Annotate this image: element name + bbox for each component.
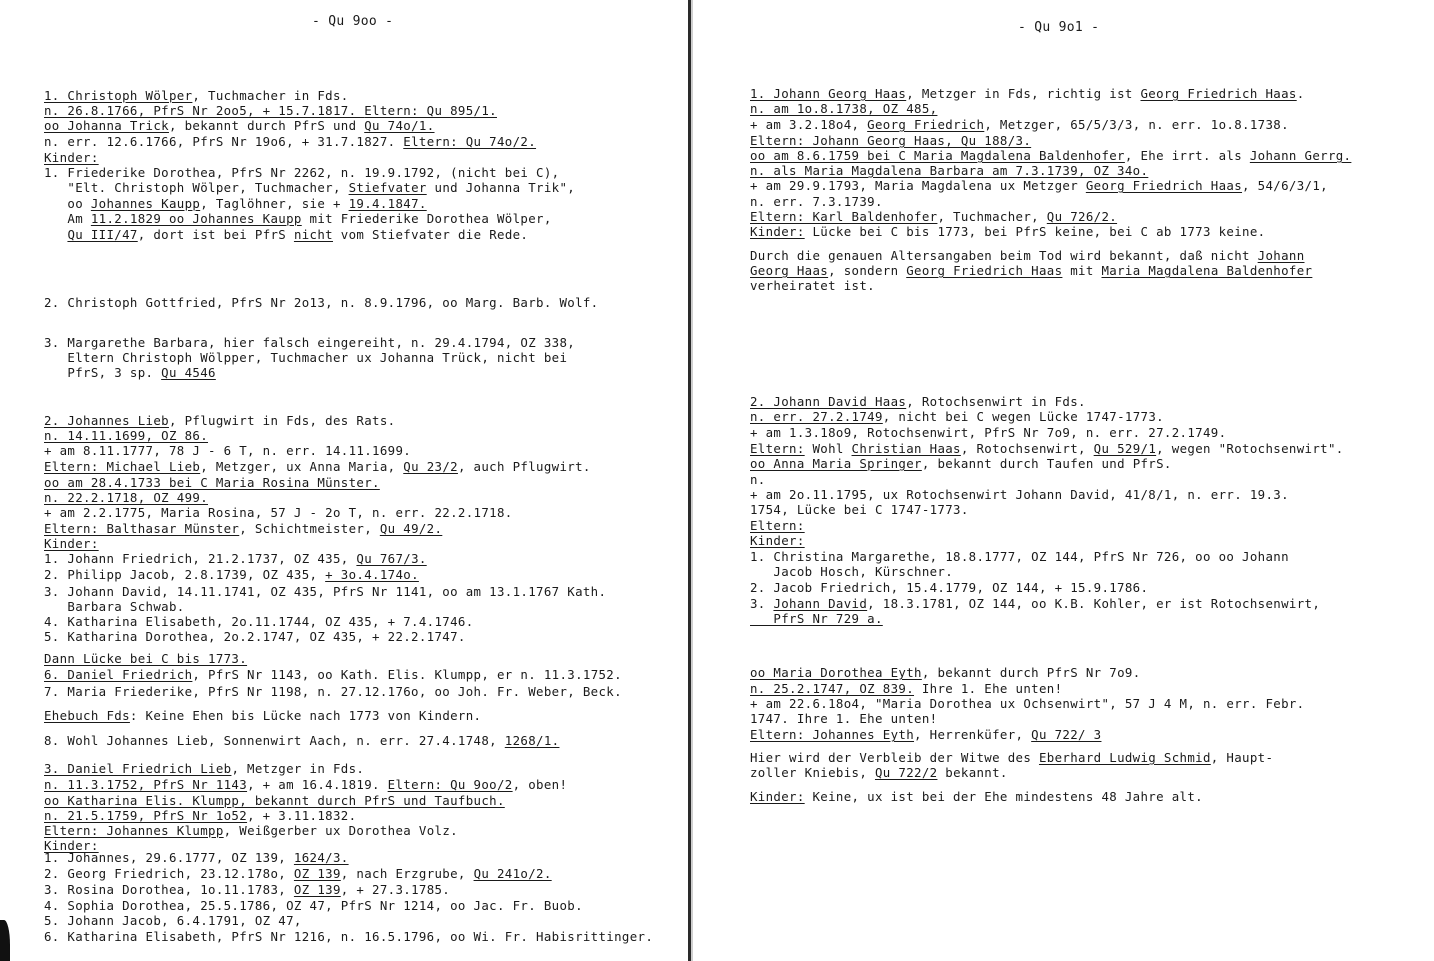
left-page-line xyxy=(44,227,528,242)
left-page-line xyxy=(44,551,427,566)
text-segment: vom Stiefvater die Rede. xyxy=(333,227,529,242)
underlined-text: OZ 139 xyxy=(293,882,341,897)
text-segment xyxy=(44,227,67,242)
right-page xyxy=(700,0,1434,961)
left-page-line xyxy=(44,667,622,682)
text-segment: , Tuchmacher, xyxy=(937,209,1047,224)
left-page-line xyxy=(44,335,575,350)
text-segment: , dort ist bei PfrS xyxy=(137,227,294,242)
left-page-line xyxy=(44,350,567,365)
underlined-text: 19.4.1847. xyxy=(348,196,427,211)
text-segment: + am 29.9.1793, Maria Magdalena ux Metzger xyxy=(750,178,1086,193)
underlined-text: Qu III/47 xyxy=(67,227,138,242)
left-page-line xyxy=(44,413,395,428)
underlined-text: oo Anna Maria Springer xyxy=(750,456,922,471)
right-page-line xyxy=(750,789,1203,804)
text-segment: , Taglöhner, sie + xyxy=(200,196,349,211)
underlined-text: Johann David xyxy=(773,596,868,611)
text-segment: Keine, ux ist bei der Ehe mindestens 48 Jahre alt. xyxy=(804,789,1203,804)
right-page-header: - Qu 9o1 - xyxy=(1018,20,1100,35)
left-page-line xyxy=(44,475,380,490)
text-segment: , Tuchmacher in Fds. xyxy=(192,88,349,103)
underlined-text: Eltern: Qu 895/1. xyxy=(364,103,497,118)
right-page-line xyxy=(750,178,1328,193)
text-segment: , Metzger in Fds. xyxy=(231,761,365,776)
text-segment: 2. Philipp Jacob, 2.8.1739, OZ 435, xyxy=(44,567,326,582)
underlined-text: Georg Friedrich Haas xyxy=(1140,86,1297,101)
right-page-line xyxy=(750,487,1289,502)
right-page-line xyxy=(750,133,1031,148)
left-page-line xyxy=(44,165,559,180)
text-segment: 6. Katharina Elisabeth, PfrS Nr 1216, n. 16.5.1796, oo Wi. Fr. Habisrittinger. xyxy=(44,929,654,944)
text-segment: , 54/6/3/1, xyxy=(1242,178,1328,193)
underlined-text: 1. Johann Georg Haas xyxy=(750,86,907,101)
text-segment: : Keine Ehen bis Lücke nach 1773 von Kindern. xyxy=(129,708,482,723)
right-page-line xyxy=(750,549,1289,564)
text-segment: bekannt. xyxy=(937,765,1008,780)
underlined-text: Johann xyxy=(1257,248,1305,263)
right-page-line xyxy=(750,665,1141,680)
text-segment: Hier wird der Verbleib der Witwe des xyxy=(750,750,1039,765)
text-segment: oo xyxy=(44,196,91,211)
text-segment: , Haupt- xyxy=(1210,750,1274,765)
left-page-line xyxy=(44,850,349,865)
left-page-line xyxy=(44,295,599,310)
underlined-text: Eltern: Balthasar Münster xyxy=(44,521,240,536)
underlined-text: 11.2.1829 oo Johannes Kaupp xyxy=(90,211,302,226)
text-segment: , Schichtmeister, xyxy=(239,521,380,536)
text-segment: , auch Pflugwirt. xyxy=(457,459,591,474)
right-page-line xyxy=(750,101,937,116)
underlined-text: nicht xyxy=(293,227,333,242)
left-page-line xyxy=(44,882,450,897)
underlined-text: Georg Haas xyxy=(750,263,829,278)
underlined-text: Qu 4546 xyxy=(161,365,216,380)
left-page-line xyxy=(44,134,536,149)
left-page-line xyxy=(44,490,208,505)
left-page-line xyxy=(44,708,481,723)
text-segment: und Johanna Trik", xyxy=(426,180,576,195)
text-segment: Eltern Christoph Wölpper, Tuchmacher ux Johanna Trück, nicht bei xyxy=(44,350,568,365)
left-page-line xyxy=(44,150,99,165)
underlined-text: Christian Haas xyxy=(851,441,961,456)
text-segment: 1. Johannes, 29.6.1777, OZ 139, xyxy=(44,850,294,865)
text-segment: 2. Georg Friedrich, 23.12.178o, xyxy=(44,866,294,881)
text-segment: 1. Christina Margarethe, 18.8.1777, OZ 144, PfrS Nr 726, oo oo Johann xyxy=(750,549,1289,564)
underlined-text: Georg Friedrich xyxy=(867,117,985,132)
left-page-line xyxy=(44,505,513,520)
underlined-text: Qu 529/1 xyxy=(1093,441,1157,456)
text-segment: + am 8.11.1777, 78 J - 6 T, n. err. 14.11.1699. xyxy=(44,443,412,458)
right-page-line xyxy=(750,564,953,579)
right-page-line xyxy=(750,727,1101,742)
text-segment: 1. Friederike Dorothea, PfrS Nr 2262, n. 19.9.1792, (nicht bei C), xyxy=(44,165,560,180)
right-page-line xyxy=(750,194,883,209)
left-page-line xyxy=(44,823,458,838)
underlined-text: Ehebuch Fds xyxy=(44,708,130,723)
left-page-line xyxy=(44,913,302,928)
right-page-line xyxy=(750,765,1008,780)
left-page-line xyxy=(44,777,567,792)
right-page-line xyxy=(750,148,1351,163)
right-page-line xyxy=(750,750,1273,765)
right-page-line xyxy=(750,681,1062,696)
underlined-text: Eltern: Qu 74o/2. xyxy=(403,134,537,149)
underlined-text: Qu 722/ 3 xyxy=(1031,727,1102,742)
text-segment: 2. Jacob Friedrich, 15.4.1779, OZ 144, + 15.9.1786. xyxy=(750,580,1149,595)
left-page-line xyxy=(44,584,606,599)
left-page-line xyxy=(44,180,575,195)
underlined-text: Qu 49/2. xyxy=(379,521,443,536)
text-segment: , nach Erzgrube, xyxy=(340,866,474,881)
underlined-text: Eltern: Michael Lieb xyxy=(44,459,201,474)
right-page-line xyxy=(750,596,1320,611)
text-segment: mit xyxy=(1062,263,1102,278)
text-segment: Barbara Schwab. xyxy=(44,599,185,614)
left-page-line xyxy=(44,684,622,699)
underlined-text: n. 26.8.1766, PfrS Nr 2oo5, + 15.7.1817. xyxy=(44,103,365,118)
underlined-text: Kinder: xyxy=(44,150,99,165)
underlined-text: n. als Maria Magdalena Barbara am 7.3.1739, OZ 34o. xyxy=(750,163,1149,178)
underlined-text: 1624/3. xyxy=(293,850,349,865)
text-segment: Jacob Hosch, Kürschner. xyxy=(750,564,954,579)
text-segment: 3. Margarethe Barbara, hier falsch eingereiht, n. 29.4.1794, OZ 338, xyxy=(44,335,576,350)
text-segment: , Metzger in Fds, richtig ist xyxy=(906,86,1141,101)
text-segment: , bekannt durch Taufen und PfrS. xyxy=(921,456,1172,471)
left-page-line xyxy=(44,521,442,536)
underlined-text: Johann Gerrg. xyxy=(1249,148,1352,163)
text-segment: 2. Christoph Gottfried, PfrS Nr 2o13, n. 8.9.1796, oo Marg. Barb. Wolf. xyxy=(44,295,599,310)
right-page-line xyxy=(750,533,805,548)
text-segment: 8. Wohl Johannes Lieb, Sonnenwirt Aach, n. err. 27.4.1748, xyxy=(44,733,505,748)
text-segment: 3. Johann David, 14.11.1741, OZ 435, PfrS Nr 1141, oo am 13.1.1767 Kath. xyxy=(44,584,607,599)
text-segment: n. err. 12.6.1766, PfrS Nr 19o6, + 31.7.1827. xyxy=(44,134,404,149)
text-segment: , PfrS Nr 1143, oo Kath. Elis. Klumpp, er n. 11.3.1752. xyxy=(192,667,622,682)
right-page-line xyxy=(750,86,1305,101)
underlined-text: Stiefvater xyxy=(348,180,427,195)
underlined-text: oo Johanna Trick xyxy=(44,118,169,133)
underlined-text: oo Maria Dorothea Eyth xyxy=(750,665,922,680)
text-segment: , bekannt durch PfrS und xyxy=(168,118,365,133)
underlined-text: Kinder: xyxy=(44,536,99,551)
underlined-text: n. 14.11.1699, OZ 86. xyxy=(44,428,209,443)
underlined-text: Eberhard Ludwig Schmid xyxy=(1038,750,1211,765)
text-segment: 5. Katharina Dorothea, 2o.2.1747, OZ 435, + 22.2.1747. xyxy=(44,629,466,644)
text-segment: , + 3.11.1832. xyxy=(247,808,357,823)
text-segment: 3. Rosina Dorothea, 1o.11.1783, xyxy=(44,882,294,897)
underlined-text: Maria Magdalena Baldenhofer xyxy=(1101,263,1313,278)
underlined-text: oo am 28.4.1733 bei C Maria Rosina Münster. xyxy=(44,475,380,490)
right-page-line xyxy=(750,163,1148,178)
right-page-line xyxy=(750,441,1344,456)
right-page-line xyxy=(750,224,1265,239)
text-segment: Wohl xyxy=(804,441,852,456)
left-page-line xyxy=(44,614,474,629)
text-segment: Am xyxy=(44,211,91,226)
text-segment: 3. xyxy=(750,596,774,611)
text-segment: mit Friederike Dorothea Wölper, xyxy=(301,211,552,226)
underlined-text: n. 21.5.1759, PfrS Nr 1o52 xyxy=(44,808,248,823)
underlined-text: + 3o.4.174o. xyxy=(325,567,419,582)
underlined-text: Kinder: xyxy=(44,838,99,853)
underlined-text: Qu 23/2 xyxy=(403,459,458,474)
left-page xyxy=(0,0,688,961)
underlined-text: 2. Johannes Lieb xyxy=(44,413,169,428)
left-page-line xyxy=(44,733,559,748)
right-page-line xyxy=(750,518,805,533)
left-page-line xyxy=(44,88,349,103)
right-page-line xyxy=(750,611,883,626)
left-page-line xyxy=(44,118,435,133)
left-page-line xyxy=(44,599,185,614)
right-page-line xyxy=(750,409,1164,424)
right-page-line xyxy=(750,711,937,726)
text-segment: 4. Sophia Dorothea, 25.5.1786, OZ 47, PfrS Nr 1214, oo Jac. Fr. Buob. xyxy=(44,898,583,913)
text-segment: , Herrenküfer, xyxy=(914,727,1032,742)
text-segment: 7. Maria Friederike, PfrS Nr 1198, n. 27.12.176o, oo Joh. Fr. Weber, Beck. xyxy=(44,684,622,699)
underlined-text: n. 25.2.1747, OZ 839. xyxy=(750,681,915,696)
right-page-line xyxy=(750,278,875,293)
left-page-line xyxy=(44,567,419,582)
text-segment: 1747. Ihre 1. Ehe unten! xyxy=(750,711,938,726)
text-segment: + am 2.2.1775, Maria Rosina, 57 J - 2o T, n. err. 22.2.1718. xyxy=(44,505,513,520)
text-segment: , sondern xyxy=(828,263,907,278)
text-segment: , Rotochsenwirt, xyxy=(960,441,1094,456)
left-page-line xyxy=(44,793,505,808)
underlined-text: Qu 74o/1. xyxy=(364,118,435,133)
text-segment: zoller Kniebis, xyxy=(750,765,875,780)
left-page-line xyxy=(44,536,99,551)
underlined-text: Kinder: xyxy=(750,224,805,239)
right-page-line xyxy=(750,456,1172,471)
underlined-text: Qu 722/2 xyxy=(874,765,938,780)
left-page-line xyxy=(44,443,411,458)
underlined-text: n. am 1o.8.1738, OZ 485, xyxy=(750,101,938,116)
left-page-line xyxy=(44,761,364,776)
underlined-text: n. 11.3.1752, PfrS Nr 1143 xyxy=(44,777,248,792)
right-page-line xyxy=(750,248,1305,263)
underlined-text: oo am 8.6.1759 bei C Maria Magdalena Baldenhofer xyxy=(750,148,1125,163)
right-page-line xyxy=(750,263,1312,278)
right-page-line xyxy=(750,580,1148,595)
underlined-text: Georg Friedrich Haas xyxy=(906,263,1063,278)
left-page-line xyxy=(44,898,583,913)
text-segment: , Ehe irrt. als xyxy=(1124,148,1250,163)
left-page-line xyxy=(44,459,591,474)
right-page-line xyxy=(750,696,1305,711)
text-segment: + am 3.2.18o4, xyxy=(750,117,868,132)
right-page-line xyxy=(750,502,969,517)
text-segment: Lücke bei C bis 1773, bei PfrS keine, bei C ab 1773 keine. xyxy=(804,224,1266,239)
underlined-text: Eltern: xyxy=(750,441,805,456)
left-page-line xyxy=(44,866,552,881)
text-segment: , Rotochsenwirt in Fds. xyxy=(906,394,1086,409)
left-page-line xyxy=(44,629,466,644)
right-page-line xyxy=(750,472,766,487)
text-segment: 1754, Lücke bei C 1747-1773. xyxy=(750,502,969,517)
underlined-text: Johannes Kaupp xyxy=(90,196,201,211)
underlined-text: 2. Johann David Haas xyxy=(750,394,907,409)
underlined-text: Eltern: xyxy=(750,518,805,533)
underlined-text: Eltern: Karl Baldenhofer xyxy=(750,209,938,224)
right-page-line xyxy=(750,209,1117,224)
text-segment: verheiratet ist. xyxy=(750,278,875,293)
right-page-line xyxy=(750,425,1226,440)
left-page-line xyxy=(44,103,497,118)
left-page-line xyxy=(44,808,356,823)
underlined-text: 1268/1. xyxy=(504,733,560,748)
underlined-text: 3. Daniel Friedrich Lieb xyxy=(44,761,232,776)
left-page-header: - Qu 9oo - xyxy=(312,14,394,29)
underlined-text: Dann Lücke bei C bis 1773. xyxy=(44,651,248,666)
left-page-line xyxy=(44,365,216,380)
underlined-text: 6. Daniel Friedrich xyxy=(44,667,193,682)
text-segment: + am 1.3.18o9, Rotochsenwirt, PfrS Nr 7o9, n. err. 27.2.1749. xyxy=(750,425,1227,440)
text-segment: + am 22.6.18o4, "Maria Dorothea ux Ochsenwirt", 57 J 4 M, n. err. Febr. xyxy=(750,696,1305,711)
text-segment: , oben! xyxy=(512,777,568,792)
left-page-line xyxy=(44,929,653,944)
text-segment: Durch die genauen Altersangaben beim Tod wird bekannt, daß nicht xyxy=(750,248,1258,263)
underlined-text: OZ 139 xyxy=(293,866,341,881)
text-segment: , + am 16.4.1819. xyxy=(247,777,388,792)
underlined-text: n. err. 27.2.1749 xyxy=(750,409,883,424)
right-page-line xyxy=(750,117,1289,132)
text-segment: PfrS, 3 sp. xyxy=(44,365,162,380)
underlined-text: Eltern: Johannes Eyth xyxy=(750,727,915,742)
left-page-line xyxy=(44,196,427,211)
book-gutter xyxy=(688,0,700,961)
left-page-line xyxy=(44,428,208,443)
underlined-text: Eltern: Johann Georg Haas, Qu 188/3. xyxy=(750,133,1032,148)
text-segment: 5. Johann Jacob, 6.4.1791, OZ 47, xyxy=(44,913,302,928)
text-segment: , nicht bei C wegen Lücke 1747-1773. xyxy=(882,409,1164,424)
text-segment: , wegen "Rotochsenwirt". xyxy=(1156,441,1344,456)
text-segment: 4. Katharina Elisabeth, 2o.11.1744, OZ 435, + 7.4.1746. xyxy=(44,614,474,629)
text-segment: . xyxy=(1296,86,1305,101)
text-segment: + am 2o.11.1795, ux Rotochsenwirt Johann David, 41/8/1, n. err. 19.3. xyxy=(750,487,1289,502)
underlined-text: Kinder: xyxy=(750,533,805,548)
underlined-text: Eltern: Qu 9oo/2 xyxy=(387,777,513,792)
left-page-line xyxy=(44,651,247,666)
text-segment: Ihre 1. Ehe unten! xyxy=(914,681,1063,696)
text-segment: , Metzger, 65/5/3/3, n. err. 1o.8.1738. xyxy=(984,117,1289,132)
underlined-text: oo Katharina Elis. Klumpp, bekannt durch PfrS und Taufbuch. xyxy=(44,793,505,808)
text-segment: , + 27.3.1785. xyxy=(340,882,451,897)
text-segment: , Metzger, ux Anna Maria, xyxy=(200,459,404,474)
right-page-line xyxy=(750,394,1086,409)
underlined-text: Qu 241o/2. xyxy=(473,866,552,881)
underlined-text: Qu 726/2. xyxy=(1046,209,1118,224)
text-segment: , 18.3.1781, OZ 144, oo K.B. Kohler, er ist Rotochsenwirt, xyxy=(867,596,1321,611)
text-segment: , Pflugwirt in Fds, des Rats. xyxy=(168,413,396,428)
underlined-text: Qu 767/3. xyxy=(356,551,427,566)
left-page-line xyxy=(44,211,552,226)
underlined-text: n. 22.2.1718, OZ 499. xyxy=(44,490,209,505)
underlined-text: Georg Friedrich Haas xyxy=(1085,178,1243,193)
underlined-text: PfrS Nr 729 a. xyxy=(750,611,883,626)
text-segment: n. err. 7.3.1739. xyxy=(750,194,883,209)
text-segment: n. xyxy=(750,472,766,487)
underlined-text: Kinder: xyxy=(750,789,805,804)
text-segment: "Elt. Christoph Wölper, Tuchmacher, xyxy=(44,180,349,195)
underlined-text: 1. Christoph Wölper xyxy=(44,88,193,103)
text-segment: , Weißgerber ux Dorothea Volz. xyxy=(223,823,458,838)
text-segment: , bekannt durch PfrS Nr 7o9. xyxy=(921,665,1141,680)
underlined-text: Eltern: Johannes Klumpp xyxy=(44,823,224,838)
text-segment: 1. Johann Friedrich, 21.2.1737, OZ 435, xyxy=(44,551,357,566)
